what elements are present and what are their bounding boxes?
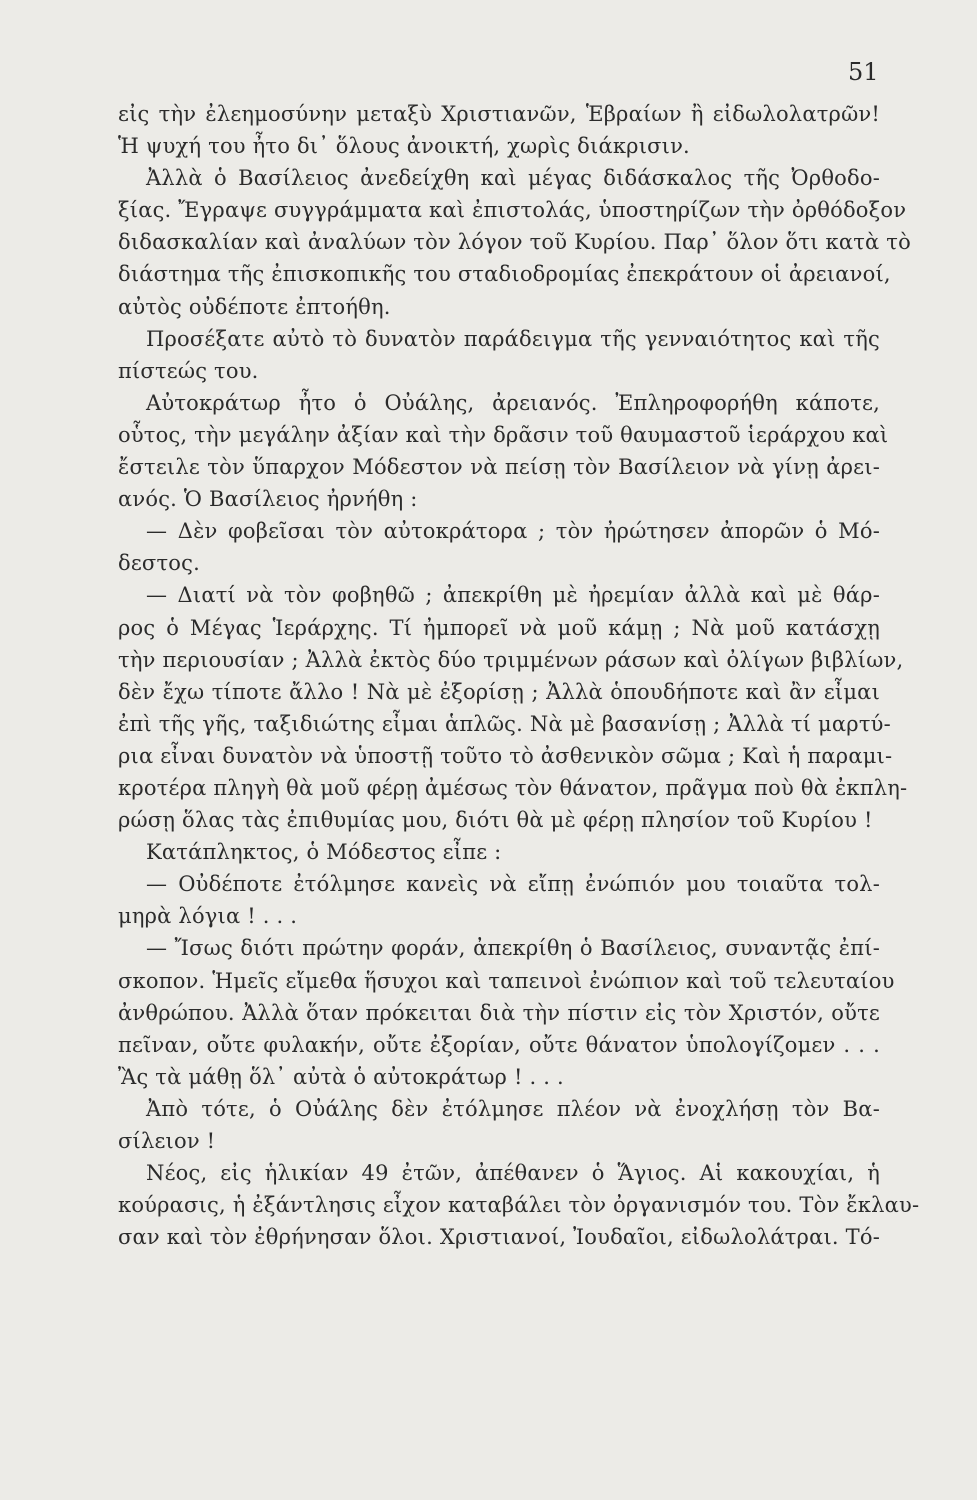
text-line: δὲν ἔχω τίποτε ἄλλο ! Νὰ μὲ ἐξορίσῃ ; Ἀλλὰ ὁπουδήποτε καὶ ἂν εἶμαι [118, 679, 880, 704]
text-line: ρώσῃ ὅλας τὰς ἐπιθυμίας μου, διότι θὰ μὲ φέρῃ πλησίον τοῦ Κυρίου ! [118, 808, 873, 833]
text-line: ἐπὶ τῆς γῆς, ταξιδιώτης εἶμαι ἁπλῶς. Νὰ μὲ βασανίσῃ ; Ἀλλὰ τί μαρτύ- [118, 711, 891, 736]
text-line: πίστεώς του. [118, 358, 259, 383]
text-line: Προσέξατε αὐτὸ τὸ δυνατὸν παράδειγμα τῆς γενναιότητος καὶ τῆς [146, 326, 880, 351]
text-line: ἀνθρώπου. Ἀλλὰ ὅταν πρόκειται διὰ τὴν πίστιν εἰς τὸν Χριστόν, οὔτε [118, 1000, 880, 1025]
text-line: ἔστειλε τὸν ὕπαρχον Μόδεστον νὰ πείσῃ τὸν Βασίλειον νὰ γίνῃ ἀρει- [118, 455, 880, 480]
text-line: — Διατί νὰ τὸν φοβηθῶ ; ἀπεκρίθη μὲ ἠρεμίαν ἀλλὰ καὶ μὲ θάρ- [146, 583, 880, 608]
text-line: εἰς τὴν ἐλεημοσύνην μεταξὺ Χριστιανῶν, Ἑβραίων ἢ εἰδωλολατρῶν! [118, 102, 880, 126]
text-line: διδασκαλίαν καὶ ἀναλύων τὸν λόγον τοῦ Κυρίου. Παρ᾽ ὅλον ὅτι κατὰ τὸ [118, 230, 911, 255]
text-line: οὗτος, τὴν μεγάλην ἀξίαν καὶ τὴν δρᾶσιν τοῦ θαυμαστοῦ ἱεράρχου καὶ [118, 422, 889, 447]
text-line: ανός. Ὁ Βασίλειος ἠρνήθη : [118, 487, 418, 512]
body-text [118, 98, 920, 1253]
text-line: σίλειον ! [118, 1129, 216, 1153]
text-line: Ἡ ψυχή του ἦτο δι᾽ ὅλους ἀνοικτή, χωρὶς διάκρισιν. [118, 134, 690, 159]
text-line: κούρασις, ἡ ἐξάντλησις εἶχον καταβάλει τὸν ὀργανισμόν του. Τὸν ἔκλαυ- [118, 1193, 920, 1218]
text-line: πεῖναν, οὔτε φυλακήν, οὔτε ἐξορίαν, οὔτε θάνατον ὑπολογίζομεν . . . [118, 1032, 880, 1057]
text-line: δεστος. [118, 551, 200, 576]
text-line: κροτέρα πληγὴ θὰ μοῦ φέρῃ ἀμέσως τὸν θάνατον, πρᾶγμα ποὺ θὰ ἐκπλη- [118, 775, 908, 800]
text-line: — Δὲν φοβεῖσαι τὸν αὐτοκράτορα ; τὸν ἠρώτησεν ἀπορῶν ὁ Μό- [146, 519, 880, 544]
text-line: — Ἴσως διότι πρώτην φοράν, ἀπεκρίθη ὁ Βασίλειος, συναντᾷς ἐπί- [146, 936, 880, 961]
text-line: Ἀπὸ τότε, ὁ Οὐάλης δὲν ἐτόλμησε πλέον νὰ ἐνοχλήσῃ τὸν Βα- [146, 1096, 880, 1121]
text-line: αὐτὸς οὐδέποτε ἐπτοήθη. [118, 294, 391, 319]
text-line: Κατάπληκτος, ὁ Μόδεστος εἶπε : [146, 840, 502, 865]
text-line: Ἂς τὰ μάθῃ ὅλ᾽ αὐτὰ ὁ αὐτοκράτωρ ! . . . [118, 1064, 564, 1089]
text-line: Ἀλλὰ ὁ Βασίλειος ἀνεδείχθη καὶ μέγας διδάσκαλος τῆς Ὀρθοδο- [146, 166, 880, 191]
text-line: διάστημα τῆς ἐπισκοπικῆς του σταδιοδρομίας ἐπεκράτουν οἱ ἀρειανοί, [118, 262, 891, 287]
text-line: σκοπον. Ἡμεῖς εἴμεθα ἥσυχοι καὶ ταπεινοὶ ἐνώπιον καὶ τοῦ τελευταίου [118, 968, 895, 993]
text-line: ξίας. Ἔγραψε συγγράμματα καὶ ἐπιστολάς, ὑποστηρίζων τὴν ὀρθόδοξον [118, 198, 907, 223]
page-number: 51 [848, 58, 879, 86]
text-line: τὴν περιουσίαν ; Ἀλλὰ ἐκτὸς δύο τριμμένων ράσων καὶ ὀλίγων βιβλίων, [118, 647, 904, 672]
text-line: — Οὐδέποτε ἐτόλμησε κανεὶς νὰ εἴπῃ ἐνώπιόν μου τοιαῦτα τολ- [146, 872, 880, 897]
text-line: ρος ὁ Μέγας Ἱεράρχης. Τί ἠμπορεῖ νὰ μοῦ κάμῃ ; Νὰ μοῦ κατάσχῃ [118, 615, 880, 640]
text-line: Νέος, εἰς ἡλικίαν 49 ἐτῶν, ἀπέθανεν ὁ Ἅγιος. Αἱ κακουχίαι, ἡ [146, 1161, 880, 1186]
text-line: ρια εἶναι δυνατὸν νὰ ὑποστῇ τοῦτο τὸ ἀσθενικὸν σῶμα ; Καὶ ἡ παραμι- [118, 743, 893, 768]
text-line: Αὐτοκράτωρ ἦτο ὁ Οὐάλης, ἀρειανός. Ἐπληροφορήθη κάποτε, [146, 390, 880, 415]
text-line: μηρὰ λόγια ! . . . [118, 904, 298, 929]
text-line: σαν καὶ τὸν ἐθρήνησαν ὅλοι. Χριστιανοί, Ἰουδαῖοι, εἰδωλολάτραι. Τό- [118, 1225, 880, 1250]
